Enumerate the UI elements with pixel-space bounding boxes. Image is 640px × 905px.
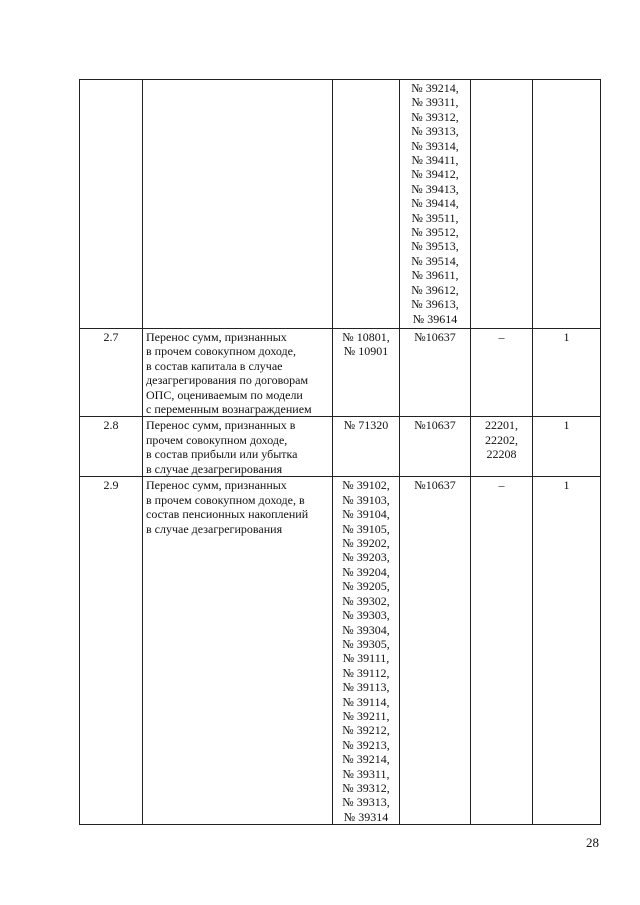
table-row [80, 477, 601, 825]
description-cell [143, 477, 333, 825]
cell-line: № 39313, [411, 124, 459, 139]
cell-line: № 39105, [342, 521, 390, 536]
cell-line: № 39103, [342, 492, 390, 507]
value-cell: 1 [533, 329, 601, 417]
cell-line: № 39411, [411, 153, 459, 168]
cell-line: № 39303, [342, 608, 390, 623]
symbols-cell [471, 477, 533, 825]
cell-line: № 39111, [342, 651, 390, 666]
cell-line: № 39611, [411, 268, 459, 283]
cell-line: дезагрегирования по договорам [146, 373, 309, 388]
cell-line: № 39612, [411, 282, 459, 297]
cell-line: № 39214, [342, 752, 390, 767]
cell-line: № 39413, [411, 181, 459, 196]
cell-line: № 39203, [342, 550, 390, 565]
cell-line: № 39211, [342, 708, 390, 723]
cell-line: № 39412, [411, 167, 459, 182]
cell-line: № 39202, [342, 536, 390, 551]
source-accounts-cell [333, 80, 400, 329]
cell-line: № 71320 [343, 418, 389, 433]
cell-line: ОПС, оцениваемым по модели [146, 387, 303, 402]
cell-line: № 39312, [411, 109, 459, 124]
symbols-cell [471, 80, 533, 329]
symbols-cell [471, 417, 533, 477]
cell-line: № 39305, [342, 636, 390, 651]
table-body [80, 80, 601, 825]
table-row [80, 80, 601, 329]
cell-line: № 39213, [342, 737, 390, 752]
cell-line: № 39214, [411, 81, 459, 95]
cell-line: Перенос сумм, признанных в [146, 418, 296, 433]
cell-line: № 39414, [411, 196, 459, 211]
cell-line: № 39514, [411, 253, 459, 268]
cell-line: № 39314, [411, 138, 459, 153]
cell-line: прочем совокупном доходе, [146, 432, 288, 447]
source-accounts-cell [333, 329, 400, 417]
cell-line: Перенос сумм, признанных [146, 330, 287, 344]
cell-line: № 39513, [411, 239, 459, 254]
cell-line: № 39212, [342, 723, 390, 738]
cell-line: в случае дезагрегирования [146, 521, 283, 536]
cell-line: 22202, [485, 432, 518, 447]
cell-line: № 39511, [411, 210, 459, 225]
target-accounts-cell [400, 417, 471, 477]
accounting-table [79, 79, 601, 825]
cell-line: № 39114, [342, 694, 390, 709]
cell-line: – [498, 330, 505, 344]
cell-line: в состав прибыли или убытка [146, 447, 298, 462]
cell-line: Перенос сумм, признанных [146, 478, 287, 493]
cell-line: № 10901 [343, 344, 389, 359]
cell-line: в прочем совокупном доходе, [146, 344, 296, 359]
row-number-cell: 2.7 [80, 329, 143, 417]
description-cell [143, 417, 333, 477]
cell-line: №10637 [414, 330, 456, 344]
target-accounts-cell [400, 477, 471, 825]
cell-line: № 39311, [342, 766, 390, 781]
cell-line: 22208 [486, 447, 517, 462]
cell-line: – [498, 478, 505, 493]
cell-line: № 39205, [342, 579, 390, 594]
cell-line: № 10801, [342, 330, 390, 344]
cell-line: №10637 [414, 478, 456, 493]
cell-line: № 39313, [342, 795, 390, 810]
cell-line: № 39304, [342, 622, 390, 637]
row-number-cell: 2.8 [80, 417, 143, 477]
table-row [80, 417, 601, 477]
cell-line: № 39312, [342, 780, 390, 795]
value-cell: 1 [533, 477, 601, 825]
symbols-cell [471, 329, 533, 417]
cell-line: № 39613, [411, 297, 459, 312]
value-cell [533, 80, 601, 329]
row-number-cell [80, 80, 143, 329]
source-accounts-cell [333, 417, 400, 477]
cell-line: в прочем совокупном доходе, в [146, 492, 305, 507]
cell-line: № 39104, [342, 507, 390, 522]
target-accounts-cell [400, 329, 471, 417]
cell-line: №10637 [414, 418, 456, 433]
cell-line: № 39314 [343, 809, 389, 824]
cell-line: в состав капитала в случае [146, 358, 283, 373]
cell-line: № 39112, [342, 665, 390, 680]
row-number-cell: 2.9 [80, 477, 143, 825]
description-cell [143, 80, 333, 329]
target-accounts-cell [400, 80, 471, 329]
cell-line: с переменным вознаграждением [146, 402, 312, 417]
cell-line: № 39302, [342, 593, 390, 608]
description-cell [143, 329, 333, 417]
cell-line: № 39512, [411, 225, 459, 240]
table-row [80, 329, 601, 417]
cell-line: № 39614 [412, 311, 458, 326]
cell-line: состав пенсионных накоплений [146, 507, 309, 522]
cell-line: в случае дезагрегирования [146, 461, 283, 476]
source-accounts-cell [333, 477, 400, 825]
cell-line: № 39102, [342, 478, 390, 493]
page-number: 28 [586, 835, 599, 850]
value-cell: 1 [533, 417, 601, 477]
cell-line: № 39311, [411, 95, 459, 110]
cell-line: 22201, [485, 418, 518, 433]
cell-line: № 39204, [342, 564, 390, 579]
cell-line: № 39113, [342, 680, 390, 695]
